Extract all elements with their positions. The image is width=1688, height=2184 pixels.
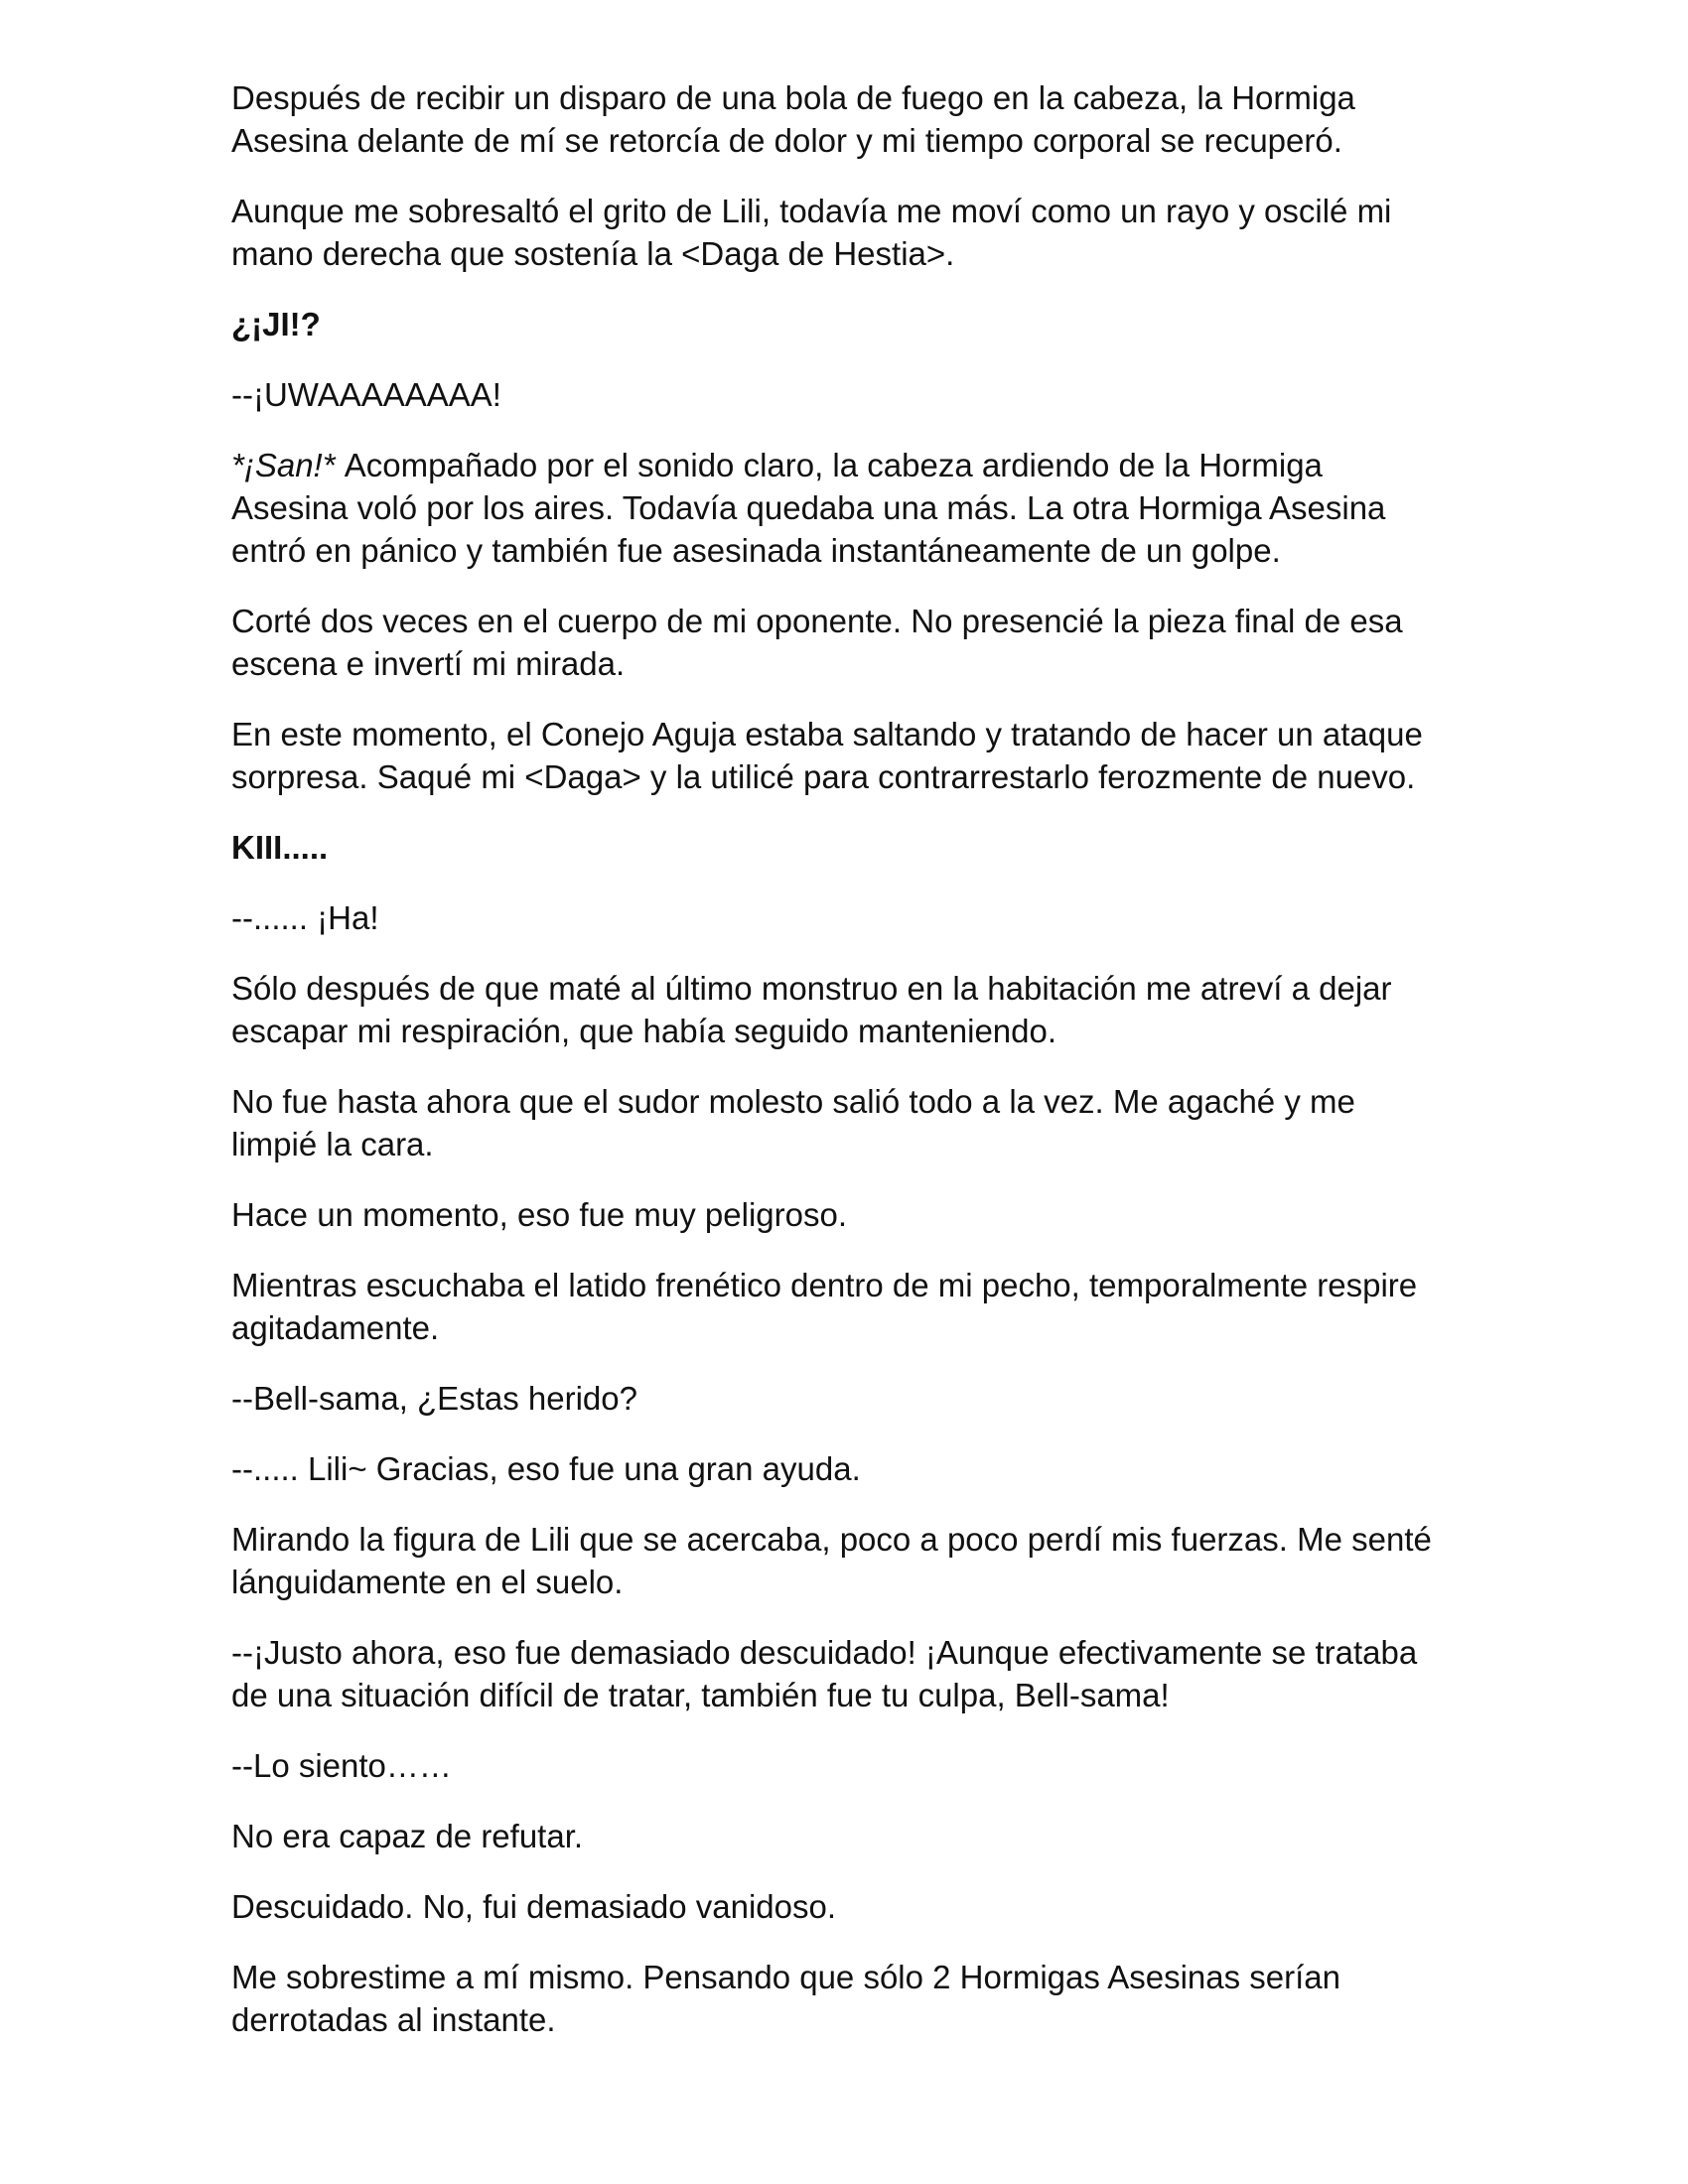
paragraph: [231, 1956, 1621, 2041]
paragraph-line: Mientras escuchaba el latido frenético dentro de mi pecho, temporalmente respire: [231, 1267, 1418, 1303]
paragraph: [231, 1885, 1621, 1928]
paragraph-line: limpié la cara.: [231, 1126, 434, 1162]
dialogue-paragraph: [231, 1744, 1621, 1787]
paragraph: [231, 1264, 1621, 1349]
dialogue-paragraph: [231, 1377, 1621, 1420]
paragraph-line: Aunque me sobresaltó el grito de Lili, todavía me moví como un rayo y oscilé mi: [231, 193, 1392, 229]
paragraph: [231, 190, 1621, 275]
paragraph: [231, 1518, 1621, 1603]
dialogue-line: de una situación difícil de tratar, también fue tu culpa, Bell-sama!: [231, 1677, 1170, 1713]
paragraph-line: Corté dos veces en el cuerpo de mi oponente. No presencié la pieza final de esa: [231, 603, 1403, 639]
paragraph: [231, 1193, 1621, 1236]
dialogue-paragraph: [231, 1447, 1621, 1490]
paragraph-line: escena e invertí mi mirada.: [231, 645, 626, 682]
sound-effect-line: ¿¡JI!?: [231, 306, 321, 342]
paragraph-line: escapar mi respiración, que había seguido manteniendo.: [231, 1013, 1057, 1049]
sound-effect-paragraph: [231, 303, 1621, 345]
paragraph-line: En este momento, el Conejo Aguja estaba saltando y tratando de hacer un ataque: [231, 716, 1423, 752]
paragraph-line: Mirando la figura de Lili que se acercaba, poco a poco perdí mis fuerzas. Me senté: [231, 1521, 1432, 1558]
paragraph-line: lánguidamente en el suelo.: [231, 1564, 624, 1600]
inline-sound-effect: *¡San!*: [231, 447, 336, 483]
dialogue-line: --...... ¡Ha!: [231, 899, 379, 936]
paragraph-line: mano derecha que sostenía la <Daga de Hestia>.: [231, 235, 955, 272]
dialogue-paragraph: [231, 373, 1621, 416]
dialogue-line: --..... Lili~ Gracias, eso fue una gran ayuda.: [231, 1450, 861, 1487]
paragraph-line-text: Acompañado por el sonido claro, la cabeza ardiendo de la Hormiga: [344, 447, 1323, 483]
paragraph: [231, 76, 1621, 162]
paragraph-line: No fue hasta ahora que el sudor molesto salió todo a la vez. Me agaché y me: [231, 1083, 1355, 1120]
paragraph-line: agitadamente.: [231, 1309, 440, 1346]
paragraph-line: Descuidado. No, fui demasiado vanidoso.: [231, 1888, 837, 1925]
paragraph: [231, 600, 1621, 685]
paragraph-line: derrotadas al instante.: [231, 2001, 556, 2038]
paragraph-line: Me sobrestime a mí mismo. Pensando que sólo 2 Hormigas Asesinas serían: [231, 1959, 1341, 1995]
sound-effect-line: KIII.....: [231, 829, 329, 866]
dialogue-line: --Lo siento……: [231, 1747, 452, 1784]
document-page: [231, 76, 1621, 2069]
paragraph-line: Sólo después de que maté al último monstruo en la habitación me atreví a dejar: [231, 970, 1392, 1007]
paragraph: [231, 444, 1621, 572]
paragraph-line: Asesina delante de mí se retorcía de dolor y mi tiempo corporal se recuperó.: [231, 122, 1342, 159]
dialogue-line: --Bell-sama, ¿Estas herido?: [231, 1380, 637, 1417]
paragraph: [231, 967, 1621, 1052]
sound-effect-paragraph: [231, 826, 1621, 869]
paragraph-line: entró en pánico y también fue asesinada instantáneamente de un golpe.: [231, 532, 1281, 569]
paragraph: [231, 1815, 1621, 1857]
paragraph: [231, 1080, 1621, 1165]
paragraph-line: sorpresa. Saqué mi <Daga> y la utilicé para contrarrestarlo ferozmente de nuevo.: [231, 758, 1416, 795]
dialogue-paragraph: [231, 896, 1621, 939]
paragraph-line: No era capaz de refutar.: [231, 1818, 584, 1854]
paragraph-line: Hace un momento, eso fue muy peligroso.: [231, 1196, 847, 1233]
dialogue-line: --¡Justo ahora, eso fue demasiado descuidado! ¡Aunque efectivamente se trataba: [231, 1634, 1418, 1671]
paragraph: [231, 713, 1621, 798]
paragraph-line: Después de recibir un disparo de una bola de fuego en la cabeza, la Hormiga: [231, 79, 1355, 116]
dialogue-line: --¡UWAAAAAAAA!: [231, 376, 501, 413]
paragraph-line: [231, 444, 1621, 486]
paragraph-line: Asesina voló por los aires. Todavía quedaba una más. La otra Hormiga Asesina: [231, 489, 1386, 526]
dialogue-paragraph: [231, 1631, 1621, 1716]
